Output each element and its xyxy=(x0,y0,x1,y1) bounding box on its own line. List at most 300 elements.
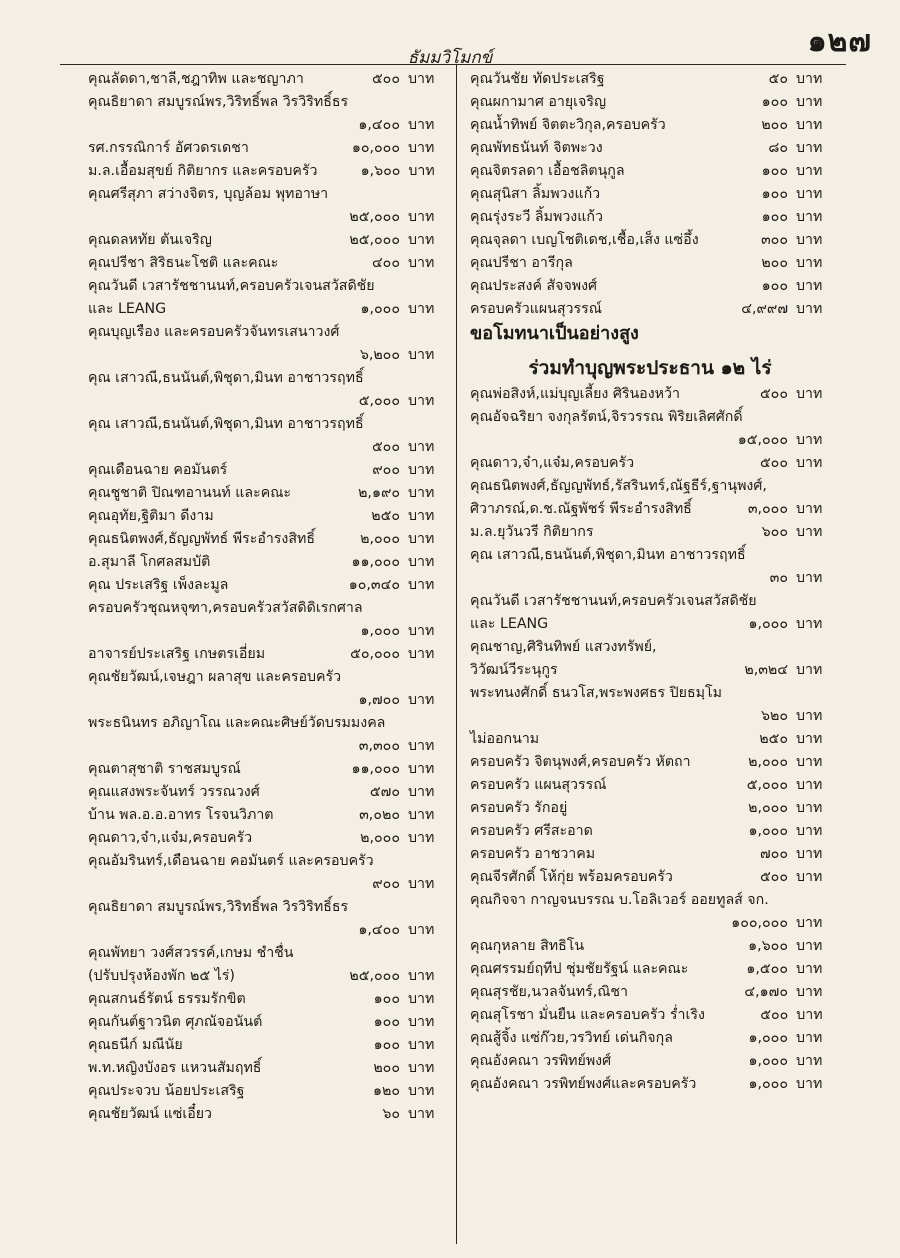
donation-amount: ๒,๐๐๐ xyxy=(360,531,400,547)
donor-name: คุณปรีชา สิริธนะโชติ และคณะ xyxy=(88,255,279,271)
donor-name: คุณศรีสุภา สว่างจิตร, บุญล้อม พุทอาษา xyxy=(88,186,329,202)
donor-row xyxy=(88,91,442,114)
donor-row xyxy=(470,567,830,590)
donation-amount: ๕,๐๐๐ xyxy=(358,393,400,409)
currency-unit: บาท xyxy=(796,869,823,885)
donor-name: คุณจีรศักดิ์ โห้กุ่ย พร้อมครอบครัว xyxy=(470,869,673,885)
donor-row xyxy=(470,1073,830,1096)
donor-row xyxy=(88,666,442,689)
donor-name: คุณชูชาติ ปิณฑอานนท์ และคณะ xyxy=(88,485,292,501)
donor-name: คุณศรรมย์ฤทีป ชุ่มชัยรัฐน์ และคณะ xyxy=(470,961,689,977)
donor-name: คุณสู้จิ้ง แซ่ก๊วย,วรวิทย์ เด่นกิจกุล xyxy=(470,1030,673,1046)
currency-unit: บาท xyxy=(796,800,823,816)
currency-unit: บาท xyxy=(408,738,435,754)
donor-name: คุณอัมรินทร์,เดือนฉาย คอมันตร์ และครอบครัว xyxy=(88,853,374,869)
currency-unit: บาท xyxy=(796,71,823,87)
donation-amount: ๖๒๐ xyxy=(760,708,788,724)
donor-row xyxy=(470,889,830,912)
currency-unit: บาท xyxy=(796,1030,823,1046)
currency-unit: บาท xyxy=(796,432,823,448)
donor-name: คุณธิยาดา สมบูรณ์พร,วิริทธิ์พล วิรวิริทธิ์ธร xyxy=(88,899,349,915)
currency-unit: บาท xyxy=(408,393,435,409)
donor-name: พ.ท.หญิงบังอร แหวนสัมฤทธิ์ xyxy=(88,1060,262,1076)
donor-row xyxy=(470,475,830,498)
donor-name: คุณสุนิสา ลิ้มพวงแก้ว xyxy=(470,186,601,202)
donor-row xyxy=(88,68,442,91)
donor-row xyxy=(470,275,830,298)
donor-name: วิวัฒน์วีระนุกูร xyxy=(470,662,558,678)
donation-amount: ๖๐ xyxy=(382,1106,400,1122)
donor-name: คุณดาว,จ๋า,แจ๋ม,ครอบครัว xyxy=(470,455,635,471)
currency-unit: บาท xyxy=(796,570,823,586)
donation-amount: ๔,๙๙๗ xyxy=(741,301,788,317)
donor-name: คุณจุลดา เบญโชติเดช,เชื้อ,เส็ง แซ่อึ้ง xyxy=(470,232,699,248)
currency-unit: บาท xyxy=(408,485,435,501)
currency-unit: บาท xyxy=(796,777,823,793)
currency-unit: บาท xyxy=(408,71,435,87)
donation-amount: ๑,๐๐๐ xyxy=(748,616,788,632)
donor-row xyxy=(88,321,442,344)
donation-amount: ๑๐๐ xyxy=(761,163,788,179)
donor-row xyxy=(470,728,830,751)
donation-amount: ๑๐๐ xyxy=(373,991,400,1007)
donation-amount: ๕๐๐ xyxy=(759,869,788,885)
donor-row xyxy=(470,429,830,452)
currency-unit: บาท xyxy=(796,117,823,133)
donor-name: คุณ เสาวณี,ธนนันต์,พิชุดา,มินท อาชาวรฤทธิ์ xyxy=(88,416,364,432)
donor-row xyxy=(470,797,830,820)
currency-unit: บาท xyxy=(796,662,823,678)
donor-name: ศิวาภรณ์,ด.ช.ณัฐพัชร์ พีระอำรงสิทธิ์ xyxy=(470,501,692,517)
donor-name: คุณอุทัย,ฐิติมา ดีงาม xyxy=(88,508,214,524)
currency-unit: บาท xyxy=(796,455,823,471)
donor-row xyxy=(88,804,442,827)
donor-row xyxy=(88,229,442,252)
donor-list-project xyxy=(470,383,830,1096)
currency-unit: บาท xyxy=(408,462,435,478)
donor-row xyxy=(470,958,830,981)
donation-amount: ๕๐ xyxy=(768,71,788,87)
donor-row xyxy=(88,735,442,758)
donor-name: คุณสุรชัย,นวลจันทร์,ณิชา xyxy=(470,984,628,1000)
currency-unit: บาท xyxy=(796,209,823,225)
currency-unit: บาท xyxy=(408,301,435,317)
donor-name: คุณอังคณา วรพิทย์พงศ์และครอบครัว xyxy=(470,1076,697,1092)
donation-amount: ๕๐๐ xyxy=(371,71,400,87)
donor-name: ครอบครัว ศรีสะอาด xyxy=(470,823,593,839)
donor-row xyxy=(88,505,442,528)
donor-name: คุณชัยวัฒน์,เจษฎา ผลาสุข และครอบครัว xyxy=(88,669,342,685)
donor-row xyxy=(88,298,442,321)
donor-row xyxy=(470,91,830,114)
donation-amount: ๕๐๐ xyxy=(760,1007,789,1023)
donation-amount: ๑๐๐ xyxy=(761,94,788,110)
donor-row xyxy=(470,935,830,958)
donation-amount: ๒,๐๐๐ xyxy=(360,830,400,846)
currency-unit: บาท xyxy=(796,984,823,1000)
donation-amount: ๑,๖๐๐ xyxy=(748,938,788,954)
donor-name: คุณดลหทัย ตันเจริญ xyxy=(88,232,212,248)
donation-amount: ๒๐๐ xyxy=(373,1060,400,1076)
donor-row xyxy=(88,873,442,896)
currency-unit: บาท xyxy=(796,501,823,517)
donor-name: คุณวันชัย ทัดประเสริฐ xyxy=(470,71,605,87)
donor-name: พระธนินทร อภิญาโณ และคณะศิษย์วัดบรมมงคล xyxy=(88,715,386,731)
donor-name: คุณ เสาวณี,ธนนันต์,พิชุดา,มินท อาชาวรฤทธิ์ xyxy=(470,547,746,563)
donor-name: ครอบครัวแผนสุวรรณ์ xyxy=(470,301,602,317)
donation-amount: ๑,๖๐๐ xyxy=(360,163,401,179)
donation-amount: ๑๐,๓๔๐ xyxy=(348,577,400,593)
donor-row xyxy=(470,866,830,889)
donation-amount: ๑๑,๐๐๐ xyxy=(351,761,400,777)
donor-row xyxy=(88,183,442,206)
donation-amount: ๑๑,๐๐๐ xyxy=(351,554,400,570)
currency-unit: บาท xyxy=(796,255,823,271)
currency-unit: บาท xyxy=(408,1037,435,1053)
donor-row xyxy=(470,383,830,406)
currency-unit: บาท xyxy=(408,876,435,892)
currency-unit: บาท xyxy=(796,386,823,402)
currency-unit: บาท xyxy=(408,922,435,938)
donation-amount: ๔,๑๗๐ xyxy=(744,984,788,1000)
currency-unit: บาท xyxy=(796,278,823,294)
donation-amount: ๒,๑๙๐ xyxy=(358,485,400,501)
donor-row xyxy=(88,827,442,850)
currency-unit: บาท xyxy=(408,439,435,455)
donor-row xyxy=(470,160,830,183)
donor-row xyxy=(88,390,442,413)
currency-unit: บาท xyxy=(796,140,823,156)
currency-unit: บาท xyxy=(796,731,823,747)
donation-amount: ๔๐๐ xyxy=(371,255,400,271)
donor-name: และ LEANG xyxy=(470,616,549,632)
donor-row xyxy=(470,1050,830,1073)
donor-name: คุณประจวบ น้อยประเสริฐ xyxy=(88,1083,245,1099)
donor-row xyxy=(470,843,830,866)
donor-name: คุณพัทยา วงศ์สวรรค์,เกษม ชำชื่น xyxy=(88,945,294,961)
donor-row xyxy=(88,988,442,1011)
donor-name: ครอบครัว จิตนุพงศ์,ครอบครัว หัตถา xyxy=(470,754,691,770)
donor-row xyxy=(470,252,830,275)
donation-amount: ๕๐,๐๐๐ xyxy=(350,646,400,662)
donation-amount: ๑๐๐ xyxy=(761,278,788,294)
donor-row xyxy=(88,712,442,735)
donor-row xyxy=(470,183,830,206)
donation-amount: ๒๕๐ xyxy=(371,508,400,524)
donor-name: คุณดาว,จ๋า,แจ๋ม,ครอบครัว xyxy=(88,830,253,846)
donor-row xyxy=(470,68,830,91)
donor-name: คุณ ประเสริฐ เพ็งละมูล xyxy=(88,577,229,593)
donation-amount: ๓๐๐ xyxy=(760,232,788,248)
donor-name: คุณพ่อสิงห์,แม่บุญเลี้ยง ศิรินองหว้า xyxy=(470,386,680,402)
currency-unit: บาท xyxy=(408,163,435,179)
right-column xyxy=(470,68,830,1096)
donation-amount: ๓,๓๐๐ xyxy=(358,738,400,754)
donation-amount: ๑๐๐,๐๐๐ xyxy=(731,915,788,931)
donor-name: คุณธนิตพงศ์,ธัญญพัทธ์,รัสรินทร์,ณัฐธีร์,ฐานุพงศ์, xyxy=(470,478,767,494)
donor-row xyxy=(470,498,830,521)
donation-amount: ๑,๐๐๐ xyxy=(748,823,788,839)
donor-row xyxy=(88,643,442,666)
donor-row xyxy=(88,1034,442,1057)
donation-amount: ๑,๐๐๐ xyxy=(748,1030,788,1046)
donor-name: คุณแสงพระจันทร์ วรรณวงศ์ xyxy=(88,784,260,800)
donation-amount: ๗๐๐ xyxy=(760,846,788,862)
donor-name: ครอบครัว แผนสุวรรณ์ xyxy=(470,777,607,793)
currency-unit: บาท xyxy=(408,968,435,984)
currency-unit: บาท xyxy=(408,646,435,662)
donor-name: คุณอังคณา วรพิทย์พงศ์ xyxy=(470,1053,612,1069)
donation-amount: ๕๐๐ xyxy=(371,439,400,455)
donor-name: คุณอัจฉริยา จงกุลรัตน์,จิรวรรณ พิริยเลิศศักดิ์ xyxy=(470,409,743,425)
column-divider xyxy=(456,64,457,1244)
donor-row xyxy=(88,942,442,965)
donor-name: คุณธิยาดา สมบูรณ์พร,วิริทธิ์พล วิรวิริทธิ์ธร xyxy=(88,94,349,110)
donation-amount: ๒,๐๐๐ xyxy=(748,754,788,770)
currency-unit: บาท xyxy=(408,784,435,800)
donation-amount: ๑,๗๐๐ xyxy=(358,692,400,708)
donor-row xyxy=(88,758,442,781)
donor-name: คุณน้ำทิพย์ จิตตะวิกุล,ครอบครัว xyxy=(470,117,666,133)
page-number: ๑๒๗ xyxy=(807,24,872,59)
donation-amount: ๒๕,๐๐๐ xyxy=(349,232,400,248)
donor-name: รศ.กรรณิการ์ อัศวดรเดชา xyxy=(88,140,249,156)
donor-row xyxy=(88,919,442,942)
project-heading: ร่วมทำบุญพระประธาน ๑๒ ไร่ xyxy=(528,357,772,379)
currency-unit: บาท xyxy=(408,830,435,846)
donor-row xyxy=(88,689,442,712)
donor-row xyxy=(470,1027,830,1050)
donor-name: ครอบครัวชุณหจุฑา,ครอบครัวสวัสดิดิเรกศาล xyxy=(88,600,363,616)
donation-amount: ๓,๐๒๐ xyxy=(359,807,400,823)
donor-name: คุณธนิตพงศ์,ธัญญพัทธ์ พีระอำรงสิทธิ์ xyxy=(88,531,316,547)
currency-unit: บาท xyxy=(796,961,823,977)
donor-name: คุณเดือนฉาย คอมันตร์ xyxy=(88,462,228,478)
donation-amount: ๒๐๐ xyxy=(761,117,788,133)
currency-unit: บาท xyxy=(408,508,435,524)
donor-row xyxy=(88,114,442,137)
donation-amount: ๒๕๐ xyxy=(759,731,788,747)
donation-amount: ๑๐๐ xyxy=(373,1037,400,1053)
donor-name: คุณปรีชา อารีกุล xyxy=(470,255,573,271)
donor-row xyxy=(470,751,830,774)
donor-row xyxy=(88,252,442,275)
donor-name: คุณตาสุชาติ ราชสมบูรณ์ xyxy=(88,761,241,777)
currency-unit: บาท xyxy=(796,301,823,317)
donor-row xyxy=(470,298,830,321)
left-column xyxy=(88,68,442,1126)
donation-amount: ๒,๐๐๐ xyxy=(748,800,788,816)
currency-unit: บาท xyxy=(796,1053,823,1069)
donor-row xyxy=(470,613,830,636)
donor-row xyxy=(88,551,442,574)
donor-row xyxy=(88,1057,442,1080)
currency-unit: บาท xyxy=(408,140,435,156)
currency-unit: บาท xyxy=(796,938,823,954)
donor-name: ครอบครัว อาชวาคม xyxy=(470,846,596,862)
donation-amount: ๓๐ xyxy=(769,570,788,586)
donor-name: คุณประสงค์ สัจจพงศ์ xyxy=(470,278,598,294)
currency-unit: บาท xyxy=(408,255,435,271)
donation-amount: ๒,๓๒๔ xyxy=(744,662,788,678)
donation-amount: ๓,๐๐๐ xyxy=(747,501,788,517)
thanks-heading: ขอโมทนาเป็นอย่างสูง xyxy=(470,323,639,344)
donation-amount: ๑๐๐ xyxy=(761,209,788,225)
donation-amount: ๑๒๐ xyxy=(372,1083,400,1099)
donor-name: ครอบครัว รักอยู่ xyxy=(470,800,568,816)
currency-unit: บาท xyxy=(796,708,823,724)
currency-unit: บาท xyxy=(796,186,823,202)
donor-row xyxy=(470,705,830,728)
currency-unit: บาท xyxy=(796,163,823,179)
donor-name: คุณบุญเรือง และครอบครัวจันทรเสนาวงศ์ xyxy=(88,324,340,340)
donor-name: คุณ เสาวณี,ธนนันต์,พิชุดา,มินท อาชาวรฤทธิ์ xyxy=(88,370,364,386)
donor-row xyxy=(470,452,830,475)
donation-amount: ๑,๔๐๐ xyxy=(358,117,400,133)
donation-amount: ๘๐ xyxy=(768,140,788,156)
donor-row xyxy=(88,528,442,551)
donor-name: คุณลัดดา,ชาลี,ชฎาทิพ และชญาภา xyxy=(88,71,304,87)
currency-unit: บาท xyxy=(408,554,435,570)
donor-row xyxy=(88,620,442,643)
donation-amount: ๑,๐๐๐ xyxy=(748,1053,788,1069)
donor-row xyxy=(470,406,830,429)
currency-unit: บาท xyxy=(796,94,823,110)
currency-unit: บาท xyxy=(408,531,435,547)
donor-row xyxy=(88,850,442,873)
currency-unit: บาท xyxy=(796,1007,823,1023)
donor-row xyxy=(88,1103,442,1126)
donor-name: คุณชัยวัฒน์ แซ่เอี๋ยว xyxy=(88,1106,213,1122)
currency-unit: บาท xyxy=(408,807,435,823)
header-rule xyxy=(60,64,846,65)
donor-row xyxy=(470,114,830,137)
donor-row xyxy=(470,659,830,682)
donation-amount: ๑๐,๐๐๐ xyxy=(351,140,400,156)
donation-amount: ๑,๐๐๐ xyxy=(748,1076,788,1092)
donor-name: อาจารย์ประเสริฐ เกษตรเอี่ยม xyxy=(88,646,266,662)
donor-row xyxy=(88,436,442,459)
donation-amount: ๕๐๐ xyxy=(759,386,788,402)
donor-name: ไม่ออกนาม xyxy=(470,731,540,747)
donor-name: และ LEANG xyxy=(88,301,167,317)
donor-row xyxy=(470,682,830,705)
donor-row xyxy=(470,912,830,935)
donor-name: คุณจิตรลดา เอื้อชลิตนุกูล xyxy=(470,163,625,179)
donor-row xyxy=(470,521,830,544)
donor-row xyxy=(88,367,442,390)
donor-name: คุณกุหลาย สิทธิโน xyxy=(470,938,585,954)
donation-amount: ๒๕,๐๐๐ xyxy=(349,209,400,225)
donor-row xyxy=(470,636,830,659)
donor-row xyxy=(88,965,442,988)
currency-unit: บาท xyxy=(796,616,823,632)
donor-row xyxy=(88,482,442,505)
donor-row xyxy=(88,344,442,367)
currency-unit: บาท xyxy=(796,524,823,540)
donor-row xyxy=(470,206,830,229)
currency-unit: บาท xyxy=(408,1014,435,1030)
donation-amount: ๒๕,๐๐๐ xyxy=(349,968,400,984)
donation-amount: ๑,๕๐๐ xyxy=(746,961,788,977)
donation-amount: ๒๐๐ xyxy=(761,255,788,271)
donor-name: คุณสุโรชา มั่นยืน และครอบครัว ร่ำเริง xyxy=(470,1007,705,1023)
donor-list-top xyxy=(470,68,830,321)
donor-row xyxy=(88,1011,442,1034)
currency-unit: บาท xyxy=(796,846,823,862)
donor-row xyxy=(470,1004,830,1027)
donor-row xyxy=(88,413,442,436)
donor-row xyxy=(88,896,442,919)
currency-unit: บาท xyxy=(408,761,435,777)
donor-row xyxy=(88,781,442,804)
donor-row xyxy=(470,774,830,797)
donation-amount: ๙๐๐ xyxy=(372,876,400,892)
donor-name: คุณกันต์ฐาวนิต ศุภณัจอนันต์ xyxy=(88,1014,263,1030)
currency-unit: บาท xyxy=(408,623,435,639)
donation-amount: ๕๐๐ xyxy=(759,455,788,471)
donor-row xyxy=(88,206,442,229)
donor-name: อ.สุมาลี โกศลสมบัติ xyxy=(88,554,211,570)
donor-name: คุณกิจจา กาญจนบรรณ บ.โอลิเวอร์ ออยทูลส์ จก. xyxy=(470,892,769,908)
currency-unit: บาท xyxy=(408,1060,435,1076)
donor-row xyxy=(470,229,830,252)
donor-row xyxy=(470,590,830,613)
donor-row xyxy=(88,459,442,482)
currency-unit: บาท xyxy=(408,991,435,1007)
donor-name: คุณรุ่งระวี ลิ้มพวงแก้ว xyxy=(470,209,603,225)
donor-row xyxy=(470,820,830,843)
donor-row xyxy=(88,137,442,160)
donor-name: คุณชาญ,ศิรินทิพย์ แสวงทรัพย์, xyxy=(470,639,657,655)
donor-row xyxy=(88,574,442,597)
donation-amount: ๑,๐๐๐ xyxy=(360,623,400,639)
currency-unit: บาท xyxy=(408,1083,435,1099)
donation-amount: ๑๕,๐๐๐ xyxy=(737,432,788,448)
donor-name: คุณวันดี เวสารัชชานนท์,ครอบครัวเจนสวัสดิชัย xyxy=(88,278,375,294)
journal-title: ธัมมวิโมกข์ xyxy=(407,48,493,68)
donor-name: คุณพัทธนันท์ จิตพะวง xyxy=(470,140,603,156)
currency-unit: บาท xyxy=(796,823,823,839)
currency-unit: บาท xyxy=(796,232,823,248)
donor-row xyxy=(88,275,442,298)
donation-amount: ๖,๒๐๐ xyxy=(359,347,400,363)
donor-name: คุณวันดี เวสารัชชานนท์,ครอบครัวเจนสวัสดิชัย xyxy=(470,593,757,609)
currency-unit: บาท xyxy=(796,915,823,931)
donation-amount: ๕,๐๐๐ xyxy=(746,777,788,793)
donor-name: พระทนงศักดิ์ ธนวโส,พระพงศธร ปิยธมฺโม xyxy=(470,685,722,701)
donor-row xyxy=(88,1080,442,1103)
donor-row xyxy=(470,981,830,1004)
donation-amount: ๙๐๐ xyxy=(372,462,400,478)
currency-unit: บาท xyxy=(408,577,435,593)
donor-row xyxy=(470,137,830,160)
donation-amount: ๖๐๐ xyxy=(761,524,788,540)
donor-name: คุณธนีก์ มณีนัย xyxy=(88,1037,183,1053)
donation-amount: ๑๐๐ xyxy=(761,186,788,202)
donation-amount: ๑,๐๐๐ xyxy=(360,301,400,317)
donor-name: คุณสกนธ์รัตน์ ธรรมรักขิต xyxy=(88,991,246,1007)
donor-row xyxy=(88,597,442,620)
donation-amount: ๑๐๐ xyxy=(373,1014,400,1030)
currency-unit: บาท xyxy=(408,1106,435,1122)
donation-amount: ๑,๔๐๐ xyxy=(358,922,400,938)
currency-unit: บาท xyxy=(408,232,435,248)
donor-name: ม.ล.เอื้อมสุขย์ กิติยากร และครอบครัว xyxy=(88,163,318,179)
currency-unit: บาท xyxy=(408,347,435,363)
donor-row xyxy=(470,544,830,567)
currency-unit: บาท xyxy=(408,117,435,133)
